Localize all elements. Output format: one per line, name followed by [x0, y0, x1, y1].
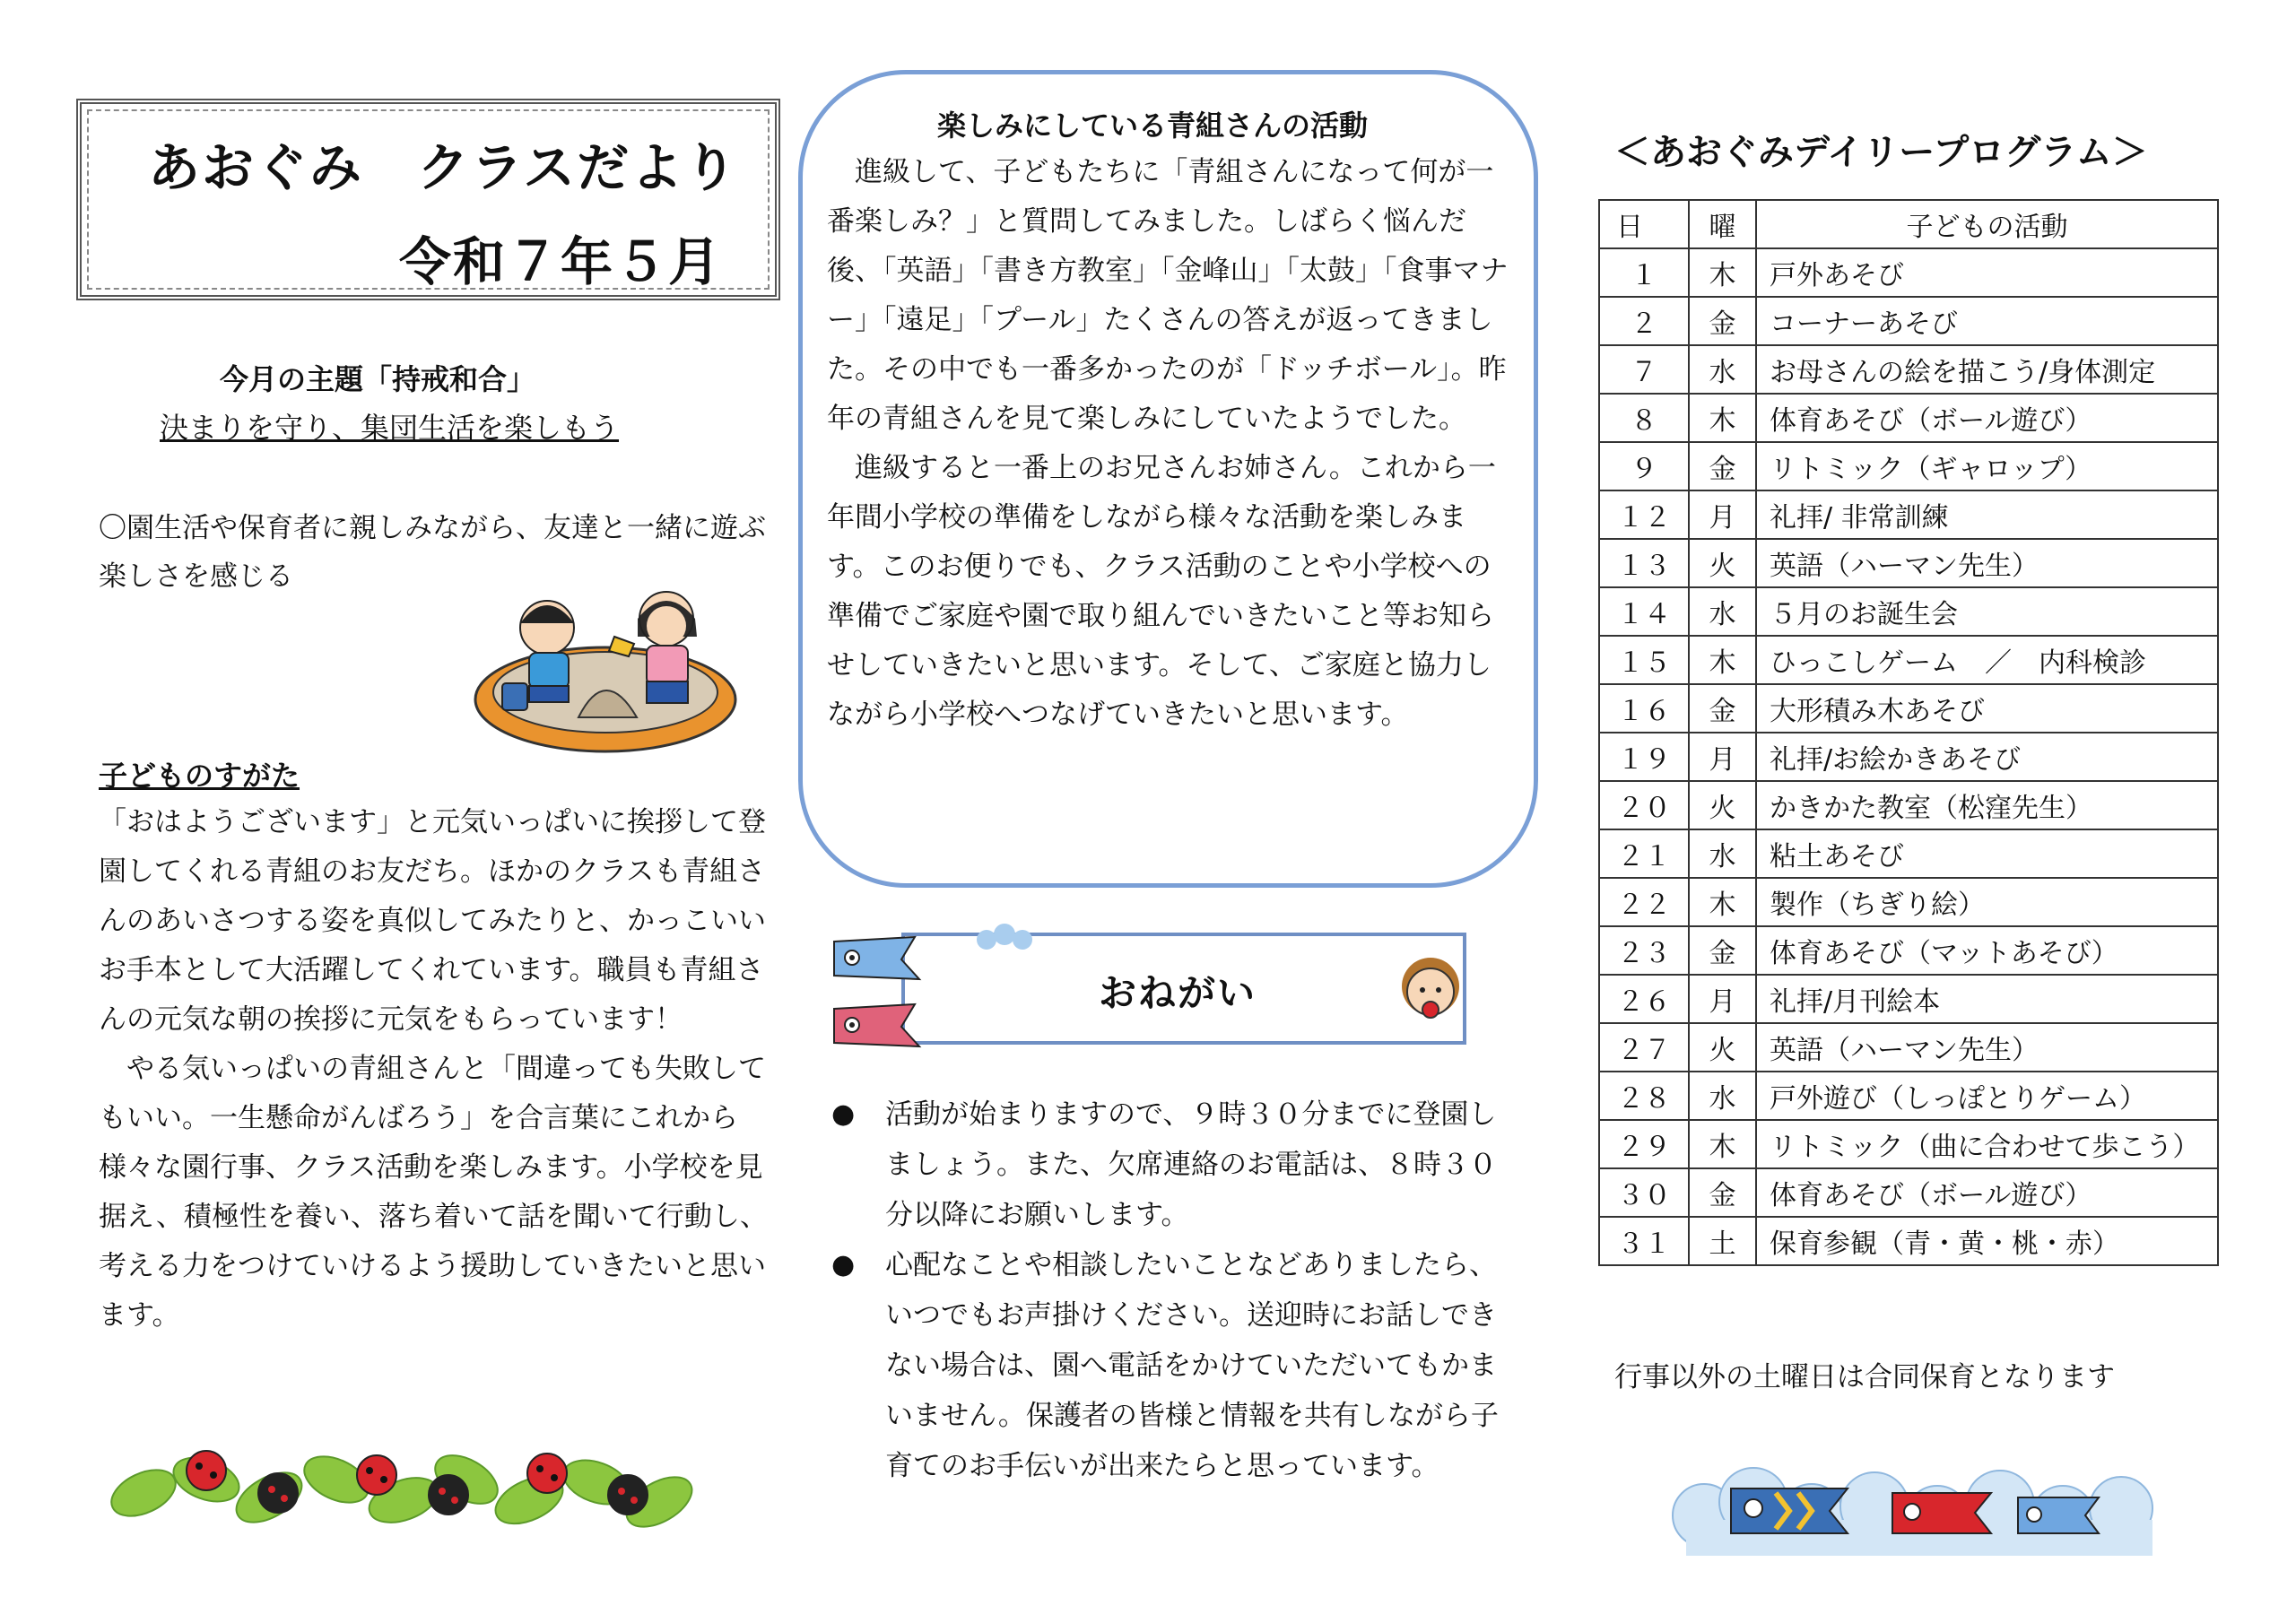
table-row — [1599, 781, 2218, 829]
table-row — [1599, 297, 2218, 345]
monthly-theme-subtitle: 決まりを守り、集団生活を楽しもう — [160, 411, 620, 445]
table-row — [1599, 394, 2218, 442]
row-day: ２ — [1599, 297, 1689, 345]
table-row — [1599, 1072, 2218, 1120]
table-row — [1599, 733, 2218, 781]
row-activity: 戸外あそび — [1756, 248, 2218, 297]
activity-text — [827, 148, 1513, 740]
onegai-item: ● 活動が始まりますので、９時３０分までに登園しましょう。また、欠席連絡のお電話は、８時３０分以降にお願いします。 — [827, 1089, 1509, 1240]
activity-paragraph: 進級して、子どもたちに「青組さんになって何が一番楽しみ？」と質問してみました。しばらく悩んだ後、「英語」「書き方教室」「金峰山」「太鼓」「食事マナー」「遠足」「プール」たくさんの答えが返ってきました。その中でも一番多かったのが「ドッチボール」。昨年の青組さんを見て楽しみにしていたようでした。 — [827, 156, 1509, 435]
table-row — [1599, 1023, 2218, 1072]
table-header-row — [1599, 200, 2218, 248]
row-weekday: 木 — [1689, 394, 1756, 442]
row-activity: 製作（ちぎり絵） — [1756, 878, 2218, 926]
row-activity: リトミック（曲に合わせて歩こう） — [1756, 1120, 2218, 1168]
table-row — [1599, 490, 2218, 539]
row-activity: 礼拝/月刊絵本 — [1756, 975, 2218, 1023]
row-day: １６ — [1599, 684, 1689, 733]
row-weekday: 木 — [1689, 1120, 1756, 1168]
column-header-activity: 子どもの活動 — [1756, 200, 2218, 248]
row-day: ２８ — [1599, 1072, 1689, 1120]
table-row — [1599, 975, 2218, 1023]
bullet-icon: ● — [831, 1098, 856, 1130]
row-day: ９ — [1599, 442, 1689, 490]
row-weekday: 木 — [1689, 636, 1756, 684]
newsletter-title: あおぐみ クラスだより — [148, 137, 739, 198]
column-header-day: 日 — [1599, 200, 1689, 248]
row-weekday: 火 — [1689, 1023, 1756, 1072]
program-title: ＜あおぐみデイリープログラム＞ — [1614, 132, 2148, 173]
row-day: ２０ — [1599, 781, 1689, 829]
row-activity: お母さんの絵を描こう/身体測定 — [1756, 345, 2218, 394]
table-row — [1599, 829, 2218, 878]
monthly-goal: 〇園生活や保育者に親しみながら、友達と一緒に遊ぶ楽しさを感じる — [99, 512, 766, 593]
activity-title: 楽しみにしている青組さんの活動 — [937, 108, 1369, 143]
row-day: １３ — [1599, 539, 1689, 587]
row-weekday: 月 — [1689, 490, 1756, 539]
row-activity: 保育参観（青・黄・桃・赤） — [1756, 1217, 2218, 1265]
girl-face-icon — [1395, 950, 1466, 1031]
row-weekday: 水 — [1689, 1072, 1756, 1120]
row-weekday: 金 — [1689, 1168, 1756, 1217]
row-day: ７ — [1599, 345, 1689, 394]
kids-section-text — [99, 798, 789, 1341]
table-row — [1599, 1217, 2218, 1265]
table-row — [1599, 878, 2218, 926]
saturday-note: 行事以外の土曜日は合同保育となります — [1614, 1361, 2115, 1393]
table-row — [1599, 636, 2218, 684]
table-row — [1599, 926, 2218, 975]
row-weekday: 月 — [1689, 975, 1756, 1023]
row-day: ２９ — [1599, 1120, 1689, 1168]
row-day: １２ — [1599, 490, 1689, 539]
row-weekday: 木 — [1689, 248, 1756, 297]
row-weekday: 火 — [1689, 781, 1756, 829]
row-activity: リトミック（ギャロップ） — [1756, 442, 2218, 490]
koinobori-clouds-illustration — [1668, 1453, 2170, 1560]
table-row — [1599, 684, 2218, 733]
newsletter-date: 令和７年５月 — [399, 231, 723, 292]
row-weekday: 金 — [1689, 684, 1756, 733]
row-weekday: 水 — [1689, 587, 1756, 636]
table-row — [1599, 1120, 2218, 1168]
row-activity: 粘土あそび — [1756, 829, 2218, 878]
onegai-title: おねがい — [1099, 971, 1257, 1015]
row-activity: 礼拝/ 非常訓練 — [1756, 490, 2218, 539]
row-day: ２２ — [1599, 878, 1689, 926]
ladybug-leaves-illustration — [108, 1430, 718, 1542]
row-day: ２３ — [1599, 926, 1689, 975]
row-day: ３０ — [1599, 1168, 1689, 1217]
row-weekday: 木 — [1689, 878, 1756, 926]
table-row — [1599, 539, 2218, 587]
kids-paragraph: 「おはようございます」と元気いっぱいに挨拶して登園してくれる青組のお友だち。ほかのクラスも青組さんのあいさつする姿を真似してみたりと、かっこいいお手本として大活躍してくれています。職員も青組さんの元気な朝の挨拶に元気をもらっています！ — [99, 806, 766, 1036]
row-weekday: 金 — [1689, 442, 1756, 490]
table-row — [1599, 248, 2218, 297]
row-activity: 体育あそび（ボール遊び） — [1756, 1168, 2218, 1217]
bullet-icon: ● — [831, 1249, 856, 1280]
table-row — [1599, 587, 2218, 636]
kids-section-title: 子どものすがた — [99, 759, 300, 793]
row-weekday: 水 — [1689, 345, 1756, 394]
row-activity: 戸外遊び（しっぽとりゲーム） — [1756, 1072, 2218, 1120]
row-day: ２６ — [1599, 975, 1689, 1023]
row-activity: 大形積み木あそび — [1756, 684, 2218, 733]
row-activity: ５月のお誕生会 — [1756, 587, 2218, 636]
daily-program-table — [1598, 199, 2219, 1266]
row-day: １４ — [1599, 587, 1689, 636]
kids-paragraph: やる気いっぱいの青組さんと「間違っても失敗してもいい。一生懸命がんばろう」を合言葉にこれから様々な園行事、クラス活動を楽しみます。小学校を見据え、積極性を養い、落ち着いて話を聞いて行動し、考える力をつけていけるよう援助していきたいと思います。 — [99, 1053, 768, 1332]
row-activity: 体育あそび（ボール遊び） — [1756, 394, 2218, 442]
row-activity: 礼拝/お絵かきあそび — [1756, 733, 2218, 781]
row-weekday: 金 — [1689, 297, 1756, 345]
cloud-icon — [973, 924, 1045, 950]
sandbox-children-illustration — [471, 583, 749, 762]
row-weekday: 火 — [1689, 539, 1756, 587]
row-activity: ひっこしゲーム ／ 内科検診 — [1756, 636, 2218, 684]
column-header-weekday: 曜 — [1689, 200, 1756, 248]
table-row — [1599, 345, 2218, 394]
row-weekday: 月 — [1689, 733, 1756, 781]
row-weekday: 金 — [1689, 926, 1756, 975]
row-activity: 英語（ハーマン先生） — [1756, 539, 2218, 587]
activity-paragraph: 進級すると一番上のお兄さんお姉さん。これから一年間小学校の準備をしながら様々な活動を楽しみます。このお便りでも、クラス活動のことや小学校への準備でご家庭や園で取り組んでいきたいこと等お知らせしていきたいと思います。そして、ご家庭と協力しながら小学校へつなげていきたいと思います。 — [827, 452, 1496, 731]
monthly-theme-title: 今月の主題「持戒和合」 — [220, 362, 536, 396]
row-day: ３１ — [1599, 1217, 1689, 1265]
row-day: ８ — [1599, 394, 1689, 442]
row-day: １９ — [1599, 733, 1689, 781]
row-weekday: 土 — [1689, 1217, 1756, 1265]
row-activity: かきかた教室（松窪先生） — [1756, 781, 2218, 829]
row-day: １ — [1599, 248, 1689, 297]
onegai-item: ● 心配なことや相談したいことなどありましたら、いつでもお声掛けください。送迎時にお話しできない場合は、園へ電話をかけていただいてもかまいません。保護者の皆様と情報を共有しながら子育てのお手伝いが出来たらと思っています。 — [827, 1240, 1509, 1491]
row-activity: 体育あそび（マットあそび） — [1756, 926, 2218, 975]
onegai-list — [827, 1089, 1509, 1491]
row-day: １５ — [1599, 636, 1689, 684]
koinobori-pair-icon — [830, 924, 937, 1067]
row-day: ２７ — [1599, 1023, 1689, 1072]
table-row — [1599, 442, 2218, 490]
row-activity: コーナーあそび — [1756, 297, 2218, 345]
row-weekday: 水 — [1689, 829, 1756, 878]
row-activity: 英語（ハーマン先生） — [1756, 1023, 2218, 1072]
row-day: ２１ — [1599, 829, 1689, 878]
table-row — [1599, 1168, 2218, 1217]
